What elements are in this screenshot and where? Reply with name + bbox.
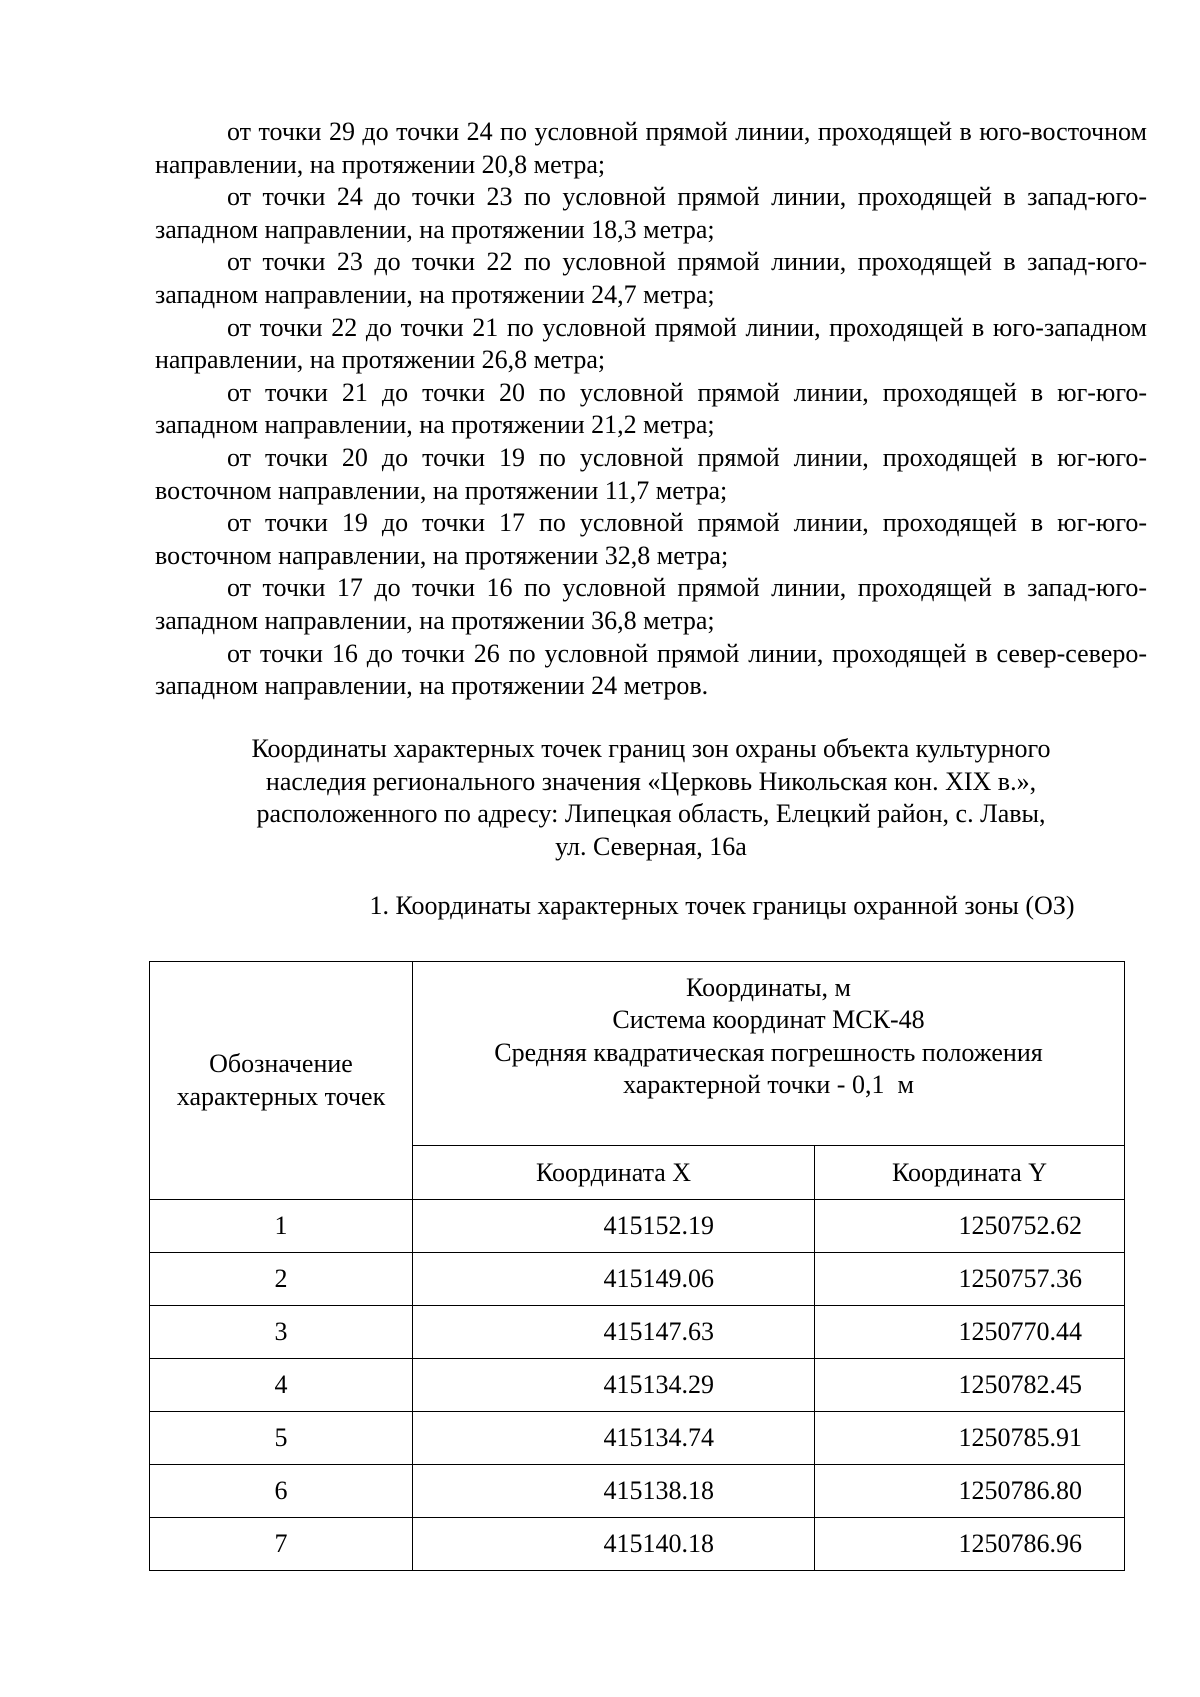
y-value: 1250782.45 — [815, 1359, 1125, 1412]
x-value: 415140.18 — [413, 1518, 815, 1571]
x-value: 415152.19 — [413, 1200, 815, 1253]
x-value: 415134.29 — [413, 1359, 815, 1412]
coordinates-header — [413, 962, 1125, 1146]
x-coordinate-header: Координата X — [413, 1146, 815, 1200]
coordinates-header-line-2: Система координат МСК-48 — [612, 1005, 925, 1034]
point-number: 1 — [150, 1200, 413, 1253]
x-value: 415138.18 — [413, 1465, 815, 1518]
y-value: 1250786.96 — [815, 1518, 1125, 1571]
heading-line-4: ул. Северная, 16а — [555, 831, 747, 861]
point-number: 7 — [150, 1518, 413, 1571]
section-heading — [155, 733, 1147, 863]
coordinates-table — [149, 961, 1125, 1571]
table-row — [150, 1518, 1125, 1571]
table-row — [150, 1253, 1125, 1306]
point-number: 3 — [150, 1306, 413, 1359]
coordinates-header-line-1: Координаты, м — [686, 972, 851, 1002]
paragraph-21-20: от точки 21 до точки 20 по условной прямой линии, проходящей в юг-юго-западном направлении, на протяжении 21,2 метра; — [155, 377, 1147, 440]
x-value: 415134.74 — [413, 1412, 815, 1465]
x-value: 415147.63 — [413, 1306, 815, 1359]
paragraph-16-26: от точки 16 до точки 26 по условной прямой линии, проходящей в север-северо-западном направлении, на протяжении 24 метров. — [155, 638, 1147, 701]
point-designation-header — [150, 962, 413, 1200]
y-coordinate-header: Координата Y — [815, 1146, 1125, 1200]
table-row — [150, 1359, 1125, 1412]
table-row — [150, 1465, 1125, 1518]
paragraph-23-22: от точки 23 до точки 22 по условной прямой линии, проходящей в запад-юго-западном направлении, на протяжении 24,7 метра; — [155, 247, 1147, 309]
table-caption: 1. Координаты характерных точек границы охранной зоны (ОЗ) — [369, 891, 1075, 920]
heading-line-1: Координаты характерных точек границ зон охраны объекта культурного — [251, 734, 1051, 763]
point-number: 4 — [150, 1359, 413, 1412]
y-value: 1250752.62 — [815, 1200, 1125, 1253]
y-value: 1250770.44 — [815, 1306, 1125, 1359]
table-row — [150, 1306, 1125, 1359]
paragraph-22-21: от точки 22 до точки 21 по условной прямой линии, проходящей в юго-западном направлении, на протяжении 26,8 метра; — [155, 312, 1147, 375]
paragraph-17-16: от точки 17 до точки 16 по условной прямой линии, проходящей в запад-юго-западном направлении, на протяжении 36,8 метра; — [155, 573, 1147, 635]
point-designation-header-line-1: Обозначение — [209, 1049, 353, 1078]
y-value: 1250785.91 — [815, 1412, 1125, 1465]
heading-line-3: расположенного по адресу: Липецкая область, Елецкий район, с. Лавы, — [256, 799, 1046, 828]
point-number: 6 — [150, 1465, 413, 1518]
paragraph-19-17: от точки 19 до точки 17 по условной прямой линии, проходящей в юг-юго-восточном направлении, на протяжении 32,8 метра; — [155, 508, 1147, 570]
y-value: 1250757.36 — [815, 1253, 1125, 1306]
y-value: 1250786.80 — [815, 1465, 1125, 1518]
point-designation-header-line-2: характерных точек — [176, 1081, 386, 1111]
heading-line-2: наследия регионального значения «Церковь Никольская кон. XIX в.», — [265, 766, 1037, 796]
paragraph-20-19: от точки 20 до точки 19 по условной прямой линии, проходящей в юг-юго-восточном направлении, на протяжении 11,7 метра; — [155, 442, 1147, 505]
table-row — [150, 1412, 1125, 1465]
table-row — [150, 1200, 1125, 1253]
coordinates-header-line-3: Средняя квадратическая погрешность положения — [494, 1037, 1043, 1067]
paragraph-29-24: от точки 29 до точки 24 по условной прямой линии, проходящей в юго-восточном направлении, на протяжении 20,8 метра; — [155, 117, 1147, 179]
boundary-description — [155, 116, 1147, 703]
coordinates-header-line-4: характерной точки - 0,1 м — [623, 1070, 914, 1099]
paragraph-24-23: от точки 24 до точки 23 по условной прямой линии, проходящей в запад-юго-западном направлении, на протяжении 18,3 метра; — [155, 182, 1147, 244]
x-value: 415149.06 — [413, 1253, 815, 1306]
point-number: 2 — [150, 1253, 413, 1306]
point-number: 5 — [150, 1412, 413, 1465]
